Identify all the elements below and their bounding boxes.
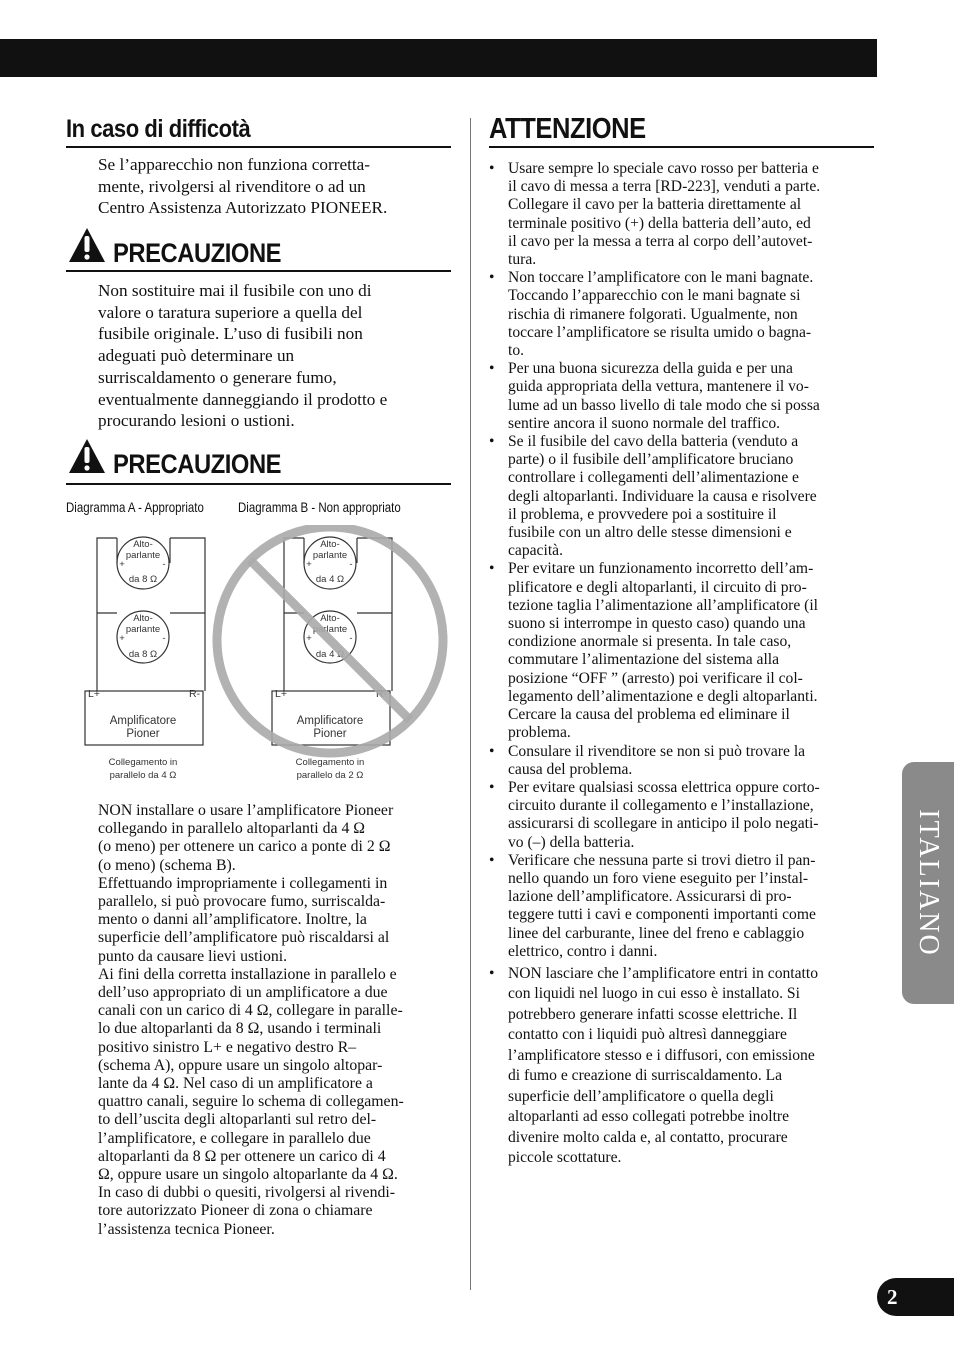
difficulty-heading: In caso di difficotà — [66, 115, 251, 143]
plus-sign: + — [306, 633, 312, 644]
amp-label: Amplificatore — [296, 715, 364, 727]
diagram-b-title: Diagramma B - Non appropriato — [238, 499, 401, 515]
connection-caption: Collegamento in — [295, 757, 365, 768]
list-item: • Consulare il rivenditore se non si può trovare la causa del problema. — [489, 743, 877, 779]
column-divider — [470, 118, 471, 1290]
minus-sign: - — [162, 633, 166, 644]
language-tab-label: ITALIANO — [913, 809, 944, 957]
speaker-label: Alto- — [133, 613, 153, 624]
connection-caption: parallelo da 2 Ω — [296, 770, 364, 781]
caution2-heading: PRECAUZIONE — [113, 449, 282, 479]
speaker-rating: da 4 Ω — [315, 649, 345, 660]
plus-sign: + — [119, 559, 125, 570]
caution1-rule — [66, 270, 451, 272]
minus-sign: - — [162, 559, 166, 570]
speaker-label: parlante — [312, 624, 348, 635]
amp-label: Pioner — [313, 728, 347, 740]
warning-triangle-icon — [68, 227, 106, 263]
diagram-a-title: Diagramma A - Appropriato — [66, 499, 204, 515]
amp-label: Amplificatore — [109, 715, 177, 727]
list-item: • Verificare che nessuna parte si trovi dietro il pan- nello quando un foro viene eseguito per l’instal- lazione dell’amplificatore. Assicurarsi di pro- teggere tutti i cavi e componenti importanti come linee del carburante, linee del freno e cablaggio elettrico, contro i danni. — [489, 852, 877, 961]
terminal-right: R- — [189, 688, 201, 700]
speaker-rating: da 8 Ω — [128, 649, 158, 660]
terminal-left: L+ — [275, 688, 287, 700]
speaker-rating: da 8 Ω — [128, 574, 158, 585]
amp-label: Pioner — [126, 728, 160, 740]
caution1-heading: PRECAUZIONE — [113, 238, 282, 268]
caution2-rule — [66, 483, 451, 485]
list-item: • Non toccare l’amplificatore con le mani bagnate. Toccando l’apparecchio con le mani bagnate si rischia di rimanere folgorati. Ugualmente, non toccare l’amplificatore se risulta umido o bagna- to. — [489, 269, 877, 360]
list-item: • Usare sempre lo speciale cavo rosso per batteria e il cavo di messa a terra [RD-223], venduti a parte. Collegare il cavo per la batteria direttamente al terminale positivo (+) della batteria dell’auto, ed il cavo per la messa a terra al corpo dell’autovet- tura. — [489, 160, 877, 269]
attention-list — [489, 160, 877, 1169]
list-item: • Per una buona sicurezza della guida e per una guida appropriata della vettura, mantenere il vo- lume ad un basso livello di tale modo che si possa sentire ancora il suono normale del traffico. — [489, 360, 877, 433]
plus-sign: + — [306, 559, 312, 570]
attention-rule — [489, 146, 874, 148]
connection-caption: parallelo da 4 Ω — [109, 770, 177, 781]
language-tab — [902, 762, 954, 1004]
speaker-label: Alto- — [133, 539, 153, 550]
page-number: 2 — [877, 1278, 954, 1316]
terminal-left: L+ — [88, 688, 100, 700]
warning-triangle-icon — [68, 438, 106, 474]
speaker-label: parlante — [125, 550, 161, 561]
speaker-label: parlante — [312, 550, 348, 561]
header-bar — [0, 39, 877, 77]
list-item: • Per evitare qualsiasi scossa elettrica oppure corto- circuito durante il collegamento e l’installazione, assicurarsi di scollegare in anticipo il polo negati- vo (–) della batteria. — [489, 779, 877, 852]
parallel-warning-text: NON installare o usare l’amplificatore Pioneer collegando in parallelo altoparlanti da 4 Ω (o meno) per ottenere un carico a ponte di 2 Ω (o meno) (schema B). Effettuando impropriamente i collegamenti in parallelo, si può provocare fumo, surriscalda- mento o danni all’amplificatore. Inoltre, la superficie dell’amplificatore può riscaldarsi al punto da causare lievi ustioni. Ai fini della corretta installazione in parallelo e dell’uso appropriato di un amplificatore a due canali con un carico di 4 Ω, collegare in paralle- lo due altoparlanti da 8 Ω, usando i terminali positivo sinistro L+ e negativo destro R– (schema A), oppure usare un singolo altopar- lante da 4 Ω. Nel caso di un amplificatore a quattro canali, seguire lo schema di collegamen- to dell’uscita degli altoparlanti sul retro del- l’amplificatore, e collegare in parallelo due altoparlanti da 8 Ω per ottenere un carico di 4 Ω, oppure usare un singolo altoparlante da 4 Ω. In caso di dubbi o quesiti, rivolgersi al rivendi- tore autorizzato Pioneer di zona o chiamare l’assistenza tecnica Pioneer. — [98, 802, 404, 1238]
minus-sign: - — [349, 559, 353, 570]
difficulty-text: Se l’apparecchio non funziona corretta- mente, rivolgersi al rivenditore o ad un Centro Assistenza Autorizzato PIONEER. — [98, 155, 388, 218]
wiring-diagram — [60, 525, 460, 790]
list-item: • NON lasciare che l’amplificatore entri in contatto con liquidi nel luogo in cui esso è installato. Si potrebbero generare infatti scosse elettriche. Il contatto con i liquidi può altresì danneggiare l’amplificatore stesso e i diffusori, con emissione di fumo e creazione di surriscaldamento. La superficie dell’amplificatore o quella degli altoparlanti ad esso collegati potrebbe inoltre divenire molto calda e, al contatto, procurare piccole scottature. — [489, 964, 877, 1169]
attention-heading: ATTENZIONE — [489, 113, 646, 145]
difficulty-rule — [66, 146, 451, 148]
speaker-rating: da 4 Ω — [315, 574, 345, 585]
minus-sign: - — [349, 633, 353, 644]
terminal-right: R- — [376, 688, 388, 700]
caution1-text: Non sostituire mai il fusibile con uno di valore o taratura superiore a quella del fusibile originale. L’uso di fusibili non adeguati può determinare un surriscaldamento o generare fumo, eventualmente danneggiando il prodotto e procurando lesioni o ustioni. — [98, 281, 388, 431]
connection-caption: Collegamento in — [108, 757, 178, 768]
list-item: • Se il fusibile del cavo della batteria (venduto a parte) o il fusibile dell’amplificatore bruciano controllare i collegamenti dell’alimentazione e degli altoparlanti. Individuare la causa e risolvere il problema, e provvedere poi a sostituire il fusibile con un altro delle stesse dimensioni e capacità. — [489, 433, 877, 560]
speaker-label: Alto- — [320, 613, 340, 624]
list-item: • Per evitare un funzionamento incorretto dell’am- plificatore e degli altoparlanti, il circuito di pro- tezione taglia l’alimentazione all’amplificatore (il suono si interrompe in questo caso) quando una condizione anormale si presenta. In tale caso, commutare l’alimentazione del sistema alla posizione “OFF ” (arresto) poi verificare il col- legamento dell’alimentazione e degli altoparlanti. Cercare la causa del problema ed eliminare il problema. — [489, 560, 877, 742]
speaker-label: parlante — [125, 624, 161, 635]
speaker-label: Alto- — [320, 539, 340, 550]
plus-sign: + — [119, 633, 125, 644]
